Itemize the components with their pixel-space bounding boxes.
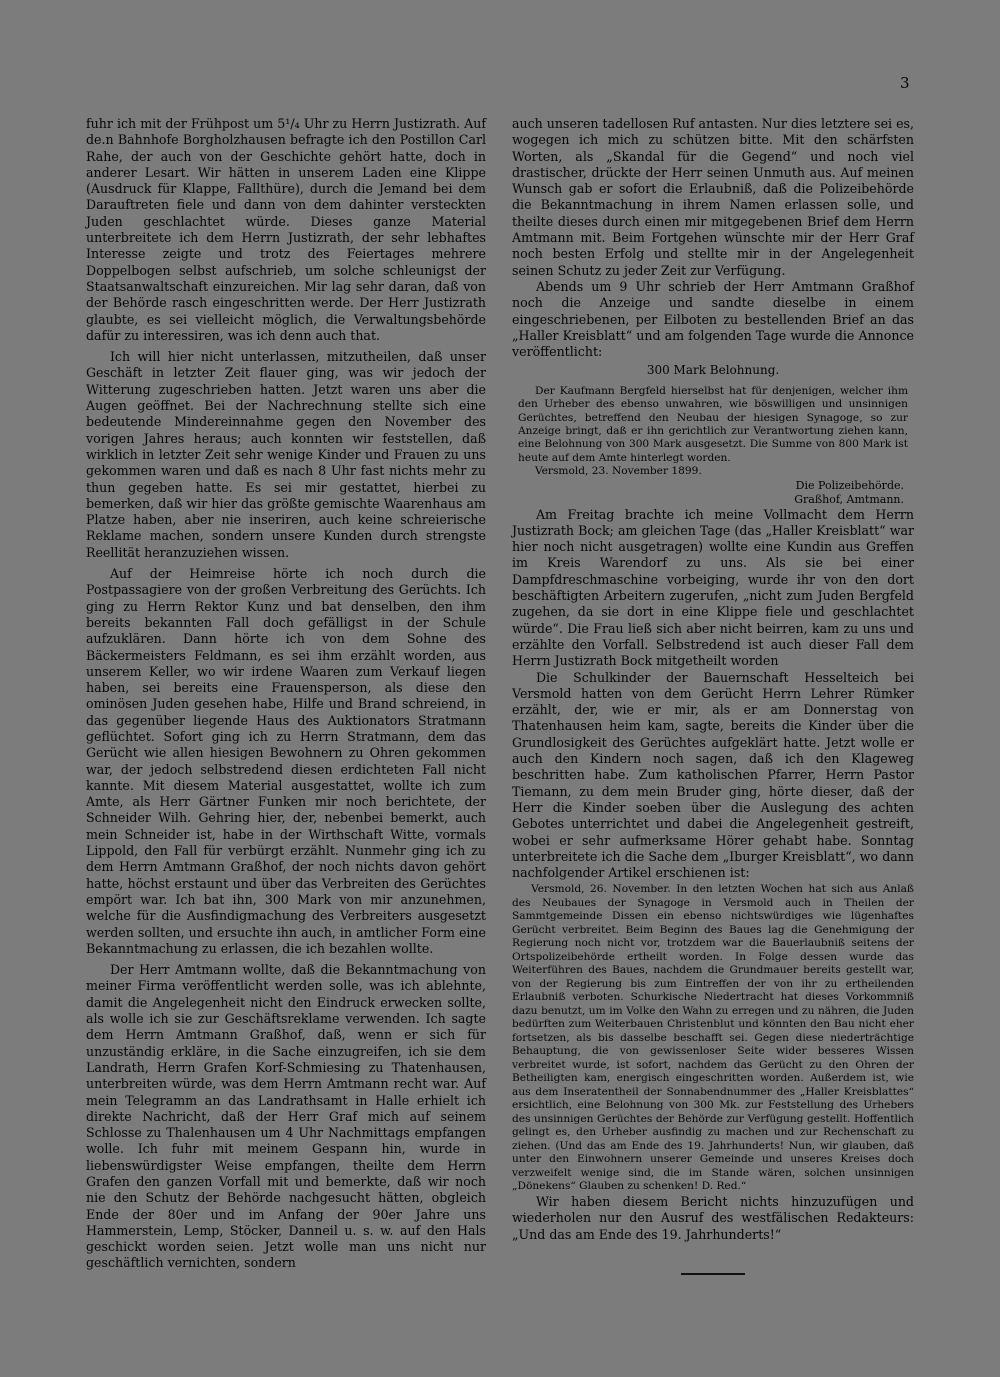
right-paragraph-3: Am Freitag brachte ich meine Vollmacht dem Herrn Justizrath Bock; am gleichen Tage (das „Haller Kreisblatt“ war hier noch nicht ausgetragen) wollte eine Kundin aus Greffen im Kreis Warendorf zu uns. Als sie bei einer Dampfdreschmaschine vorbeiging, wurde ihr von den dort beschäftigten Arbeitern zugerufen, „nicht zum Juden Bergfeld zugehen, da sie dort in eine Klippe fiele und geschlachtet würde“. Die Frau ließ sich aber nicht beirren, kam zu uns und erzählte den Vorfall. Selbstredend ist auch dieser Fall dem Herrn Justizrath Bock mitgetheilt worden — [512, 506, 914, 669]
right-column — [512, 116, 914, 1275]
reward-advertisement — [512, 362, 914, 506]
ad-signature-name: Graßhof, Amtmann. — [794, 492, 904, 506]
ad-heading: 300 Mark Belohnung. — [646, 363, 780, 378]
ad-place-date: Versmold, 23. November 1899. — [534, 465, 702, 478]
ad-body: Der Kaufmann Bergfeld hierselbst hat für denjenigen, welcher ihm den Urheber des ebenso unwahren, wie böswilligen und unsinnigen Gerüchtes, betreffend den Neubau der hiesigen Synagoge, so zur Anzeige bringt, daß er ihn gerichtlich zur Verantwortung ziehen kann, eine Belohnung von 300 Mark ausgesetzt. Die Summe von 800 Mark ist heute auf dem Amte hinterlegt worden. — [518, 384, 908, 464]
left-paragraph-2: Ich will hier nicht unterlassen, mitzutheilen, daß unser Geschäft in letzter Zeit flauer ging, was wir jedoch der Witterung zugeschrieben hatten. Jetzt waren uns aber die Augen geöffnet. Bei der Nachrechnung stellte sich eine bedeutende Mindereinnahme gegen den November des vorigen Jahres heraus; auch konnten wir feststellen, daß wirklich in letzter Zeit sehr wenige Kinder und Frauen zu uns gekommen waren und daß es nach 8 Uhr fast nichts mehr zu thun gegeben hatte. Es sei mir gestattet, hierbei zu bemerken, daß wir hier das größte gemischte Waarenhaus am Platze haben, aber nie inseriren, auch keine schreierische Reklame machen, sondern unsere Kunden durch strengste Reellität heranzuziehen wissen. — [86, 349, 486, 560]
quoted-article-text: Versmold, 26. November. In den letzten Wochen hat sich aus Anlaß des Neubaues der Synagoge in Versmold auch in Theilen der Sammtgemeinde Dissen ein ebenso nichtswürdiges wie lügenhaftes Gerücht verbreitet. Beim Beginn des Baues lag die Genehmigung der Regierung noch nicht vor, trotzdem war die Bauerlaubniß seitens der Ortspolizeibehörde ertheilt worden. In Folge dessen wurde das Weiterführen des Baues, nachdem die Grundmauer bereits gestellt war, von der Regierung bis zum Eintreffen der von ihr zu ertheilenden Erlaubniß verboten. Schurkische Niedertracht hat dieses Vorkommniß dazu benutzt, um im Volke den Wahn zu erregen und zu nähren, die Juden bedürften zum Weiterbauen Christenblut und könnten den Bau nicht eher fortsetzen, als bis dasselbe beschafft sei. Gegen diese niederträchtige Behauptung, die von gewissenloser Seite wider besseres Wissen verbreitet wurde, ist sofort, nachdem das Gerücht zu den Ohren der Betheiligten kam, energisch eingeschritten worden. Außerdem ist, wie aus dem Inseratentheil der Sonnabendnummer des „Haller Kreisblattes“ ersichtlich, eine Belohnung von 300 Mk. zur Feststellung des Urhebers des unsinnigen Gerüchtes der Behörde zur Verfügung gestellt. Hoffentlich gelingt es, den Urheber ausfindig zu machen und zur Rechenschaft zu ziehen. (Und das am Ende des 19. Jahrhunderts! Nun, wir glauben, daß unter den Einwohnern unserer Gemeinde und unseres Kreises doch verzweifelt wenige sind, die im Stande wären, solchen unsinnigen „Dönekens“ Glauben zu schenken! D. Red.“ — [512, 883, 914, 1193]
left-paragraph-3: Auf der Heimreise hörte ich noch durch die Postpassagiere von der großen Verbreitung des Gerüchts. Ich ging zu Herrn Rektor Kunz und bat denselben, den ihm bereits bekannten Fall doch gefälligst in der Schule aufzuklären. Dann hörte ich von dem Sohne des Bäckermeisters Feldmann, es sei ihm erzählt worden, aus unserem Keller, wo wir irdene Waaren zum Verkauf liegen haben, sei bereits eine Frauensperson, als diese den ominösen Juden gesehen habe, Hilfe und Brand schreiend, in das gegenüber liegende Haus des Auktionators Stratmann geflüchtet. Sofort ging ich zu Herrn Stratmann, dem das Gerücht wie allen hiesigen Bewohnern zu Ohren gekommen war, der jedoch selbstredend diesen erdichteten Fall nicht kannte. Mit diesem Material ausgestattet, wollte ich zum Amte, als Herr Gärtner Funken mir noch berichtete, der Schneider Wilh. Gehring hier, der, nebenbei bemerkt, auch mein Schneider ist, habe in der Wirthschaft Witte, vormals Lippold, den Fall für verbürgt erzählt. Nunmehr ging ich zu dem Herrn Amtmann Graßhof, der noch nichts davon gehört hatte, höchst erstaunt und über das Verbreiten des Gerüchtes empört war. Ich bat ihn, 300 Mark von mir anzunehmen, welche für die Ausfindigmachung des Verbreiters ausgesetzt werden sollten, und ersuchte ihn auch, in amtlicher Form eine Bekanntmachung zu erlassen, die ich bezahlen wollte. — [86, 566, 486, 956]
right-paragraph-1: auch unseren tadellosen Ruf antasten. Nur dies letztere sei es, wogegen ich mich zu schützen bitte. Mit den schärfsten Worten, als „Skandal für die Gegend“ und noch viel drastischer, drückte der Herr seinen Unmuth aus. Auf meinen Wunsch gab er sofort die Erlaubniß, daß die Polizeibehörde die Bekanntmachung in ihrem Namen erlassen solle, und theilte dieses durch einen mir mitgegebenen Brief dem Herrn Amtmann mit. Beim Fortgehen wünschte mir der Herr Graf noch besten Erfolg und stellte mir in der Angelegenheit seinen Schutz zu jeder Zeit zur Verfügung. — [512, 116, 914, 278]
left-column — [86, 116, 486, 1272]
right-paragraph-4: Die Schulkinder der Bauernschaft Hesselteich bei Versmold hatten von dem Gerücht Herrn Lehrer Rümker erzählt, der, wie er mir, als er am Donnerstag von Thatenhausen heim kam, sagte, bereits die Kinder über die Grundlosigkeit des Gerüchtes aufgeklärt hatte. Jetzt wolle er auch den Kindern noch sagen, daß ich den Klageweg beschritten habe. Zum katholischen Pfarrer, Herrn Pastor Tiemann, zu dem mein Bruder ging, hörte dieser, daß der Herr die Kinder soeben über die Auslegung des achten Gebotes unterrichtet und dabei die Angelegenheit gestreift, wobei er sehr aufmerksame Hörer gehabt habe. Sonntag unterbreitete ich die Sache dem „Iburger Kreisblatt“, wo dann nachfolgender Artikel erschienen ist: — [512, 669, 914, 881]
ad-signature-authority: Die Polizeibehörde. — [795, 478, 904, 492]
left-paragraph-1: fuhr ich mit der Frühpost um 5¹/₄ Uhr zu Herrn Justizrath. Auf de.n Bahnhofe Borgholzhausen befragte ich den Postillon Carl Rahe, der auch von der Geschichte gehört hatte, doch in anderer Lesart. Wir hätten in unserem Laden eine Klippe (Ausdruck für Klappe, Fallthüre), durch die Jemand bei dem Darauftreten fiele und dann von dem dahinter versteckten Juden geschlachtet würde. Dieses ganze Material unterbreitete ich dem Herrn Justizrath, der sehr lebhaftes Interesse zeigte und trotz des Feiertages mehrere Doppelbogen selbst aufschrieb, um solche schleunigst der Staatsanwaltschaft einzureichen. Mir lag sehr daran, daß von der Behörde rasch eingeschritten werde. Der Herr Justizrath glaubte, es sei vielleicht möglich, die Verwaltungsbehörde dafür zu interessiren, was ich denn auch that. — [86, 116, 486, 343]
closing-paragraph: Wir haben diesem Bericht nichts hinzuzufügen und wiederholen nur den Ausruf des westfälischen Redakteurs: „Und das am Ende des 19. Jahrhunderts!“ — [512, 1193, 914, 1242]
quoted-article — [512, 883, 914, 1194]
page-number: 3 — [900, 74, 910, 92]
left-paragraph-4: Der Herr Amtmann wollte, daß die Bekanntmachung von meiner Firma veröffentlicht werden solle, was ich ablehnte, damit die Angelegenheit nicht den Eindruck erwecken sollte, als wolle ich sie zur Geschäftsreklame verwenden. Ich sagte dem Herrn Amtmann Graßhof, daß, wenn er sich für unzuständig erkläre, in die Sache einzugreifen, ich sie dem Landrath, Herrn Grafen Korf-Schmiesing zu Thatenhausen, unterbreiten würde, was dem Herrn Amtmann recht war. Auf mein Telegramm an das Landrathsamt in Halle erhielt ich direkte Nachricht, daß der Herr Graf mich auf seinem Schlosse zu Thalenhausen um 4 Uhr Nachmittags empfangen wolle. Ich fuhr mit meinem Gespann hin, wurde in liebenswürdigster Weise empfangen, theilte dem Herrn Grafen den ganzen Vorfall mit und bemerkte, daß wir noch nie den Schutz der Behörde nachgesucht hätten, obgleich Ende der 80er und im Anfang der 90er Jahre uns Hammerstein, Lemp, Stöcker, Danneil u. s. w. auf den Hals geschickt worden seien. Jetzt wolle man uns nicht nur geschäftlich vernichten, sondern — [86, 962, 486, 1271]
right-paragraph-2: Abends um 9 Uhr schrieb der Herr Amtmann Graßhof noch die Anzeige und sandte dieselbe in einem eingeschriebenen, per Eilboten zu bestellenden Brief an das „Haller Kreisblatt“ und am folgenden Tage wurde die Annonce veröffentlicht: — [512, 278, 914, 360]
end-divider — [681, 1273, 745, 1275]
